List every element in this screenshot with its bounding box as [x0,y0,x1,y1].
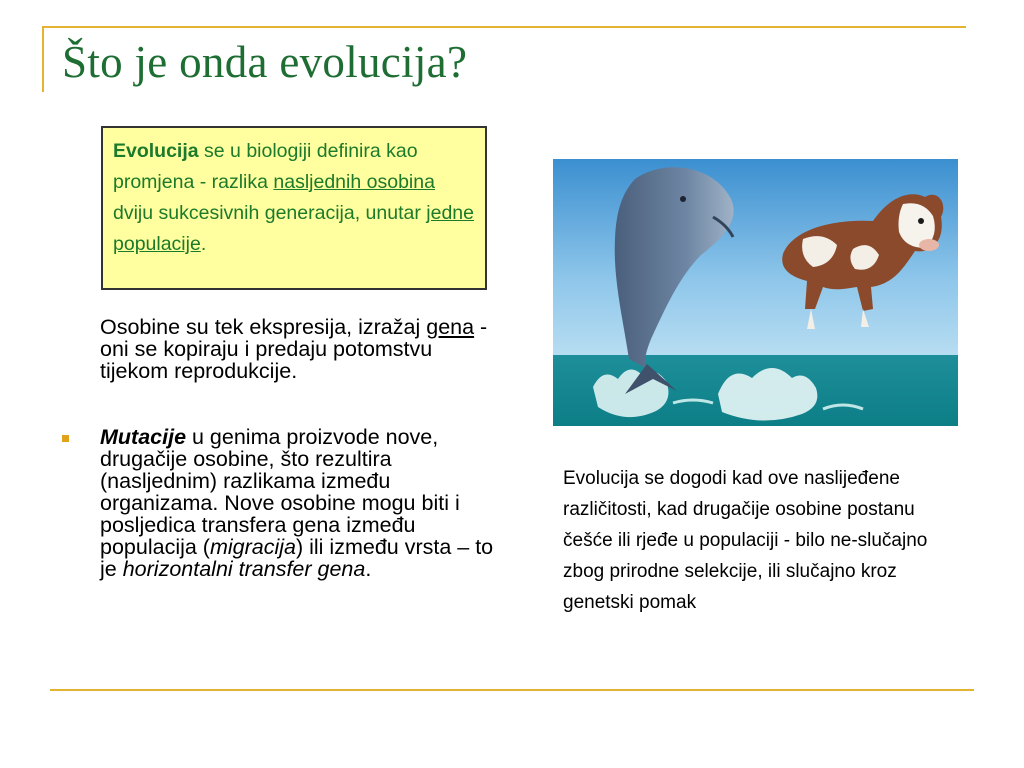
traits-paragraph [100,316,500,382]
definition-link-heritable-traits[interactable]: nasljednih osobina [273,171,435,193]
top-accent-line-vertical [42,26,44,92]
definition-term: Evolucija [113,140,199,162]
mutations-term: Mutacije [100,425,187,449]
definition-text-3: . [200,233,207,255]
traits-text-2: - oni se kopiraju i predaju potomstvu tijekom reprodukcije. [100,315,488,383]
mutations-bullet [62,426,502,580]
mutations-bullet-text [100,426,502,580]
mutations-text-3: . [365,557,372,581]
top-accent-line [42,26,966,28]
migration-term: migracija [209,535,296,559]
horizontal-transfer-term: horizontalni transfer gena [122,557,366,581]
mutations-text-1: u genima proizvode nove, drugačije osobine, što rezultira (nasljednim) razlikama između organizama. Nove osobine mogu biti i posljedica transfera gena između populacija ( [100,425,460,559]
mutations-text-2: ) ili između vrsta – to je [100,535,494,581]
definition-text-1: se u biologiji definira kao promjena - razlika [113,140,418,193]
definition-link-population[interactable]: jedne populacije [113,202,474,255]
dolphin-cow-photo [553,159,958,426]
evolution-caption: Evolucija se dogodi kad ove naslijeđene različitosti, kad drugačije osobine postanu češće ili rjeđe u populaciji - bilo ne-slučajno zbog prirodne selekcije, ili slučajno kroz genetski pomak [563,468,928,613]
dolphin-cow-illustration [553,159,958,426]
slide-title: Što je onda evolucija? [62,37,468,87]
definition-text-2: dviju sukcesivnih generacija, unutar [113,202,427,224]
definition-box [101,126,487,290]
bullet-square-icon [62,435,69,442]
bottom-accent-line [50,689,974,691]
genes-link[interactable]: gena [426,315,475,339]
traits-text-1: Osobine su tek ekspresija, izražaj [100,315,427,339]
